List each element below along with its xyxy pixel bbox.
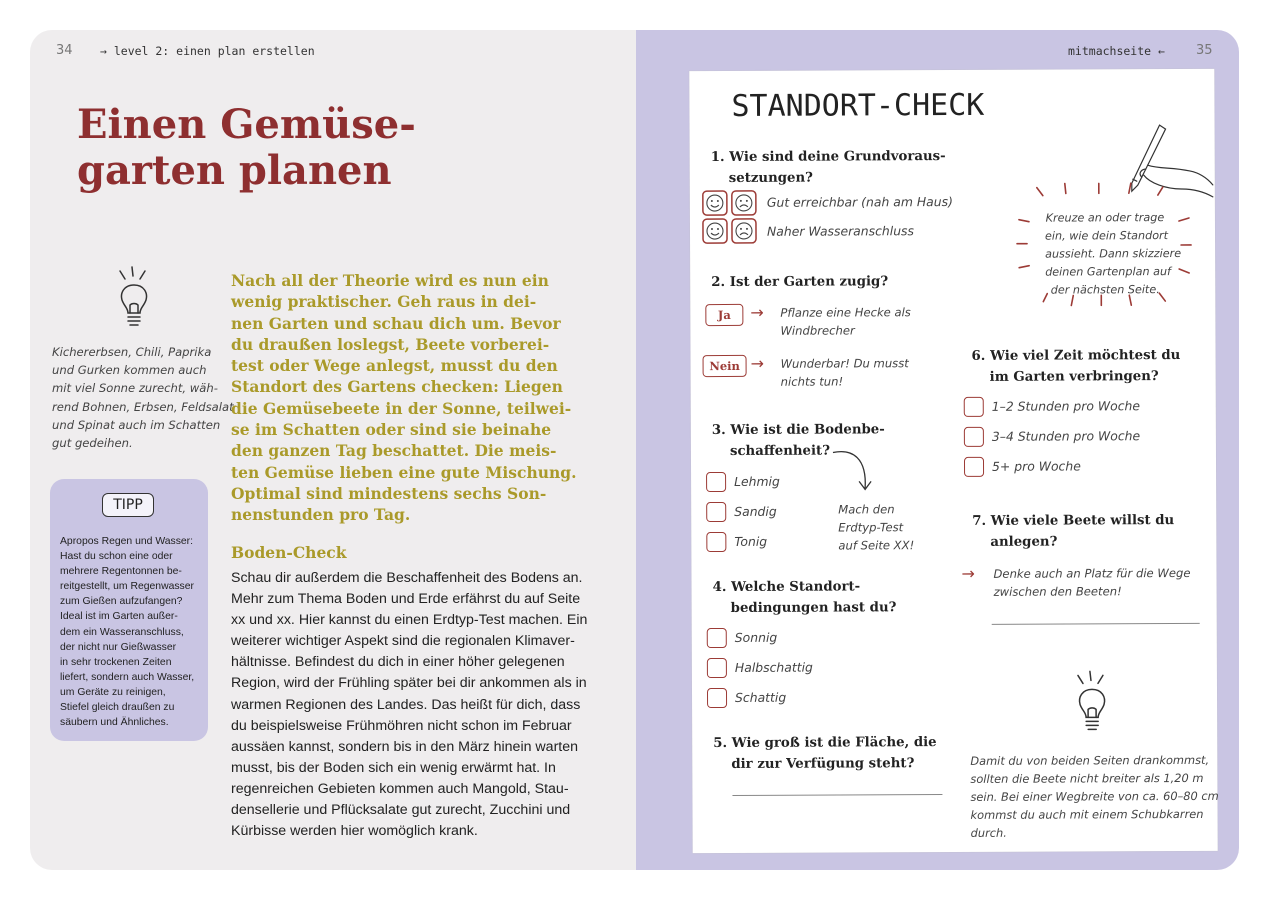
option-label: 3–4 Stunden pro Woche xyxy=(991,428,1141,444)
intro-line: test oder Wege anlegst, musst du den xyxy=(231,356,558,376)
question-1 xyxy=(711,146,946,189)
side-note-line: rend Bohnen, Erbsen, Feldsalat xyxy=(52,399,234,414)
checkbox[interactable] xyxy=(706,472,726,492)
tip-line: Ideal ist im Garten außer- xyxy=(60,611,178,623)
option-label: Schattig xyxy=(734,689,787,705)
option-label: Sonnig xyxy=(734,629,778,645)
page-number-right: 35 xyxy=(1196,43,1213,58)
hint-line: zwischen den Beeten! xyxy=(993,584,1122,599)
option-label: Halbschattig xyxy=(734,659,813,675)
question-6 xyxy=(971,345,1180,388)
tip-line: mehrere Regentonnen be- xyxy=(60,566,182,578)
instruction-line: deinen Gartenplan auf xyxy=(1045,265,1172,279)
arrow-icon: → xyxy=(750,302,764,322)
page-title xyxy=(77,102,497,194)
body-line: densellerie und Pflücksalate gut zurecht, Zucchini und xyxy=(231,802,571,819)
instruction-line: ein, wie dein Standort xyxy=(1044,229,1169,243)
intro-paragraph xyxy=(231,270,591,526)
intro-line: ten Gemüse lieben eine gute Mischung. xyxy=(231,462,577,482)
checkbox[interactable] xyxy=(706,532,726,552)
no-checkbox[interactable]: Nein xyxy=(703,355,747,377)
body-line: Schau dir außerdem die Beschaffenheit des Bodens an. xyxy=(231,570,583,586)
side-note-line: und Gurken kommen auch xyxy=(52,363,207,378)
hint-line: Erdtyp-Test xyxy=(838,520,904,535)
running-header-left: → level 2: einen plan erstellen xyxy=(100,44,315,58)
question-line: 5. Wie groß ist die Fläche, die xyxy=(713,735,937,752)
smiley-rating-icons[interactable] xyxy=(702,190,758,244)
option-label: Tonig xyxy=(734,533,768,549)
tip-box xyxy=(50,479,208,741)
intro-line: se im Schatten oder sind sie beinahe xyxy=(231,420,552,440)
option-label: Lehmig xyxy=(734,473,780,489)
intro-line: Optimal sind mindestens sechs Son- xyxy=(231,483,547,503)
body-line: regenreichen Gebieten kommen auch Mangold, Stau- xyxy=(231,780,569,797)
tip-line: Stiefel gleich draußen zu xyxy=(60,702,175,714)
question-2 xyxy=(711,271,888,293)
running-header-right: mitmachseite ← xyxy=(1068,44,1165,58)
body-line: warmen Regionen des Landes. Das heißt für dich, dass xyxy=(231,696,581,713)
body-line: Region, wird der Frühling später bei dir ankommen als in xyxy=(231,675,587,692)
side-note-line: und Spinat auch im Schatten xyxy=(52,417,221,432)
checkbox[interactable] xyxy=(707,628,727,648)
checkbox[interactable] xyxy=(964,397,984,417)
instruction-line: Kreuze an oder trage xyxy=(1045,211,1165,225)
body-line: weiterer wichtiger Aspekt sind die regionalen Klimaver- xyxy=(231,633,575,650)
title-line: Einen Gemüse- xyxy=(77,101,416,148)
tip-line: liefert, sondern auch Wasser, xyxy=(60,671,195,683)
intro-line: Nach all der Theorie wird es nun ein xyxy=(231,271,549,290)
option-label: Naher Wasseranschluss xyxy=(766,223,914,239)
bottom-note-line: sollten die Beete nicht breiter als 1,20 m xyxy=(970,770,1204,786)
question-7 xyxy=(972,510,1174,553)
intro-line: du draußen loslegst, Beete vorberei- xyxy=(231,334,550,354)
lightbulb-icon xyxy=(1070,669,1114,739)
tip-line: Apropos Regen und Wasser: xyxy=(60,536,194,547)
yes-checkbox[interactable]: Ja xyxy=(705,304,743,326)
bottom-note xyxy=(970,751,1219,842)
question-line: bedingungen hast du? xyxy=(730,600,897,616)
question-line: 4. Welche Standort- xyxy=(712,579,861,596)
tip-text xyxy=(60,534,194,730)
side-note-line: mit viel Sonne zurecht, wäh- xyxy=(52,381,218,396)
question-line: schaffenheit? xyxy=(729,443,831,459)
intro-line: den ganzen Tag beschattet. Die meis- xyxy=(231,441,557,461)
option-label: 5+ pro Woche xyxy=(991,458,1081,474)
checkbox[interactable] xyxy=(964,427,984,447)
checkbox[interactable] xyxy=(964,457,984,477)
answer-ja xyxy=(780,303,911,340)
question-line: 3. Wie ist die Bodenbe- xyxy=(711,422,885,439)
checkbox[interactable] xyxy=(706,502,726,522)
question-line: dir zur Verfügung steht? xyxy=(731,756,915,772)
page-number-left: 34 xyxy=(56,43,73,58)
section-heading: Boden-Check xyxy=(231,543,347,562)
hint-line: auf Seite XX! xyxy=(838,538,915,553)
body-paragraph xyxy=(231,568,591,842)
tip-line: um Geräte zu reinigen, xyxy=(60,686,166,698)
option-label: 1–2 Stunden pro Woche xyxy=(991,398,1141,414)
instruction-line: der nächsten Seite. xyxy=(1050,283,1160,297)
answer-line-field[interactable] xyxy=(992,623,1200,625)
answer-line: Pflanze eine Hecke als xyxy=(780,305,911,320)
bottom-note-line: kommst du auch mit einem Schubkarren xyxy=(970,806,1204,822)
tip-label: TIPP xyxy=(102,493,154,517)
body-line: du beispielsweise Frühmöhren nicht schon im Februar xyxy=(231,717,572,734)
arrow-icon: → xyxy=(961,563,975,583)
body-line: musst, bis der Boden sich ein wenig erwärmt hat. In xyxy=(231,759,556,776)
body-line: Kürbisse werden hier womöglich krank. xyxy=(231,823,478,840)
side-note xyxy=(52,343,234,452)
tip-line: reitgestellt, um Regenwasser xyxy=(60,581,194,593)
option-label: Gut erreichbar (nah am Haus) xyxy=(766,194,953,210)
left-page xyxy=(30,30,636,870)
question-line: 1. Wie sind deine Grundvoraus- xyxy=(710,149,946,166)
curved-arrow-icon xyxy=(831,448,877,494)
tip-line: der nicht nur Gießwasser xyxy=(60,641,177,653)
bottom-note-line: Damit du von beiden Seiten drankommst, xyxy=(970,752,1210,768)
erdtyp-hint xyxy=(838,500,914,554)
right-page xyxy=(636,30,1239,870)
intro-line: nen Garten und schau dich um. Bevor xyxy=(231,313,561,333)
instruction-note xyxy=(1044,209,1182,300)
question-line: anlegen? xyxy=(990,534,1058,550)
worksheet xyxy=(689,69,1217,853)
question-line: im Garten verbringen? xyxy=(989,369,1159,385)
body-line: aussäen kannst, sondern bis in den März hinein warten xyxy=(231,738,579,755)
option-label: Sandig xyxy=(734,503,777,519)
body-line: xx und xx. Hier kannst du einen Erdtyp-Test machen. Ein xyxy=(231,612,588,629)
checkbox[interactable] xyxy=(707,688,727,708)
instruction-line: aussieht. Dann skizziere xyxy=(1045,247,1182,261)
tip-line: Hast du schon eine oder xyxy=(60,551,173,563)
question-line: 6. Wie viel Zeit möchtest du xyxy=(971,348,1181,364)
bottom-note-line: sein. Bei einer Wegbreite von ca. 60–80 cm xyxy=(970,788,1219,804)
q7-hint xyxy=(993,564,1190,601)
answer-line: nichts tun! xyxy=(780,374,844,389)
tip-line: zum Gießen aufzufangen? xyxy=(60,596,183,608)
intro-line: wenig praktischer. Geh raus in dei- xyxy=(231,292,537,312)
question-5 xyxy=(713,732,937,775)
answer-line-field[interactable] xyxy=(732,794,942,796)
question-line: 2. Ist der Garten zugig? xyxy=(711,274,889,291)
worksheet-title: STANDORT-CHECK xyxy=(731,87,985,124)
intro-line: Standort des Gartens checken: Liegen xyxy=(231,377,563,397)
answer-line: Wunderbar! Du musst xyxy=(780,356,909,371)
question-line: 7. Wie viele Beete willst du xyxy=(972,513,1175,529)
body-line: Mehr zum Thema Boden und Erde erfährst du auf Seite xyxy=(231,591,581,608)
body-line: hältnisse. Befindest du dich in einer höher gelegenen xyxy=(231,654,565,671)
hint-line: Denke auch an Platz für die Wege xyxy=(993,565,1191,581)
question-line: setzungen? xyxy=(728,170,814,186)
question-4 xyxy=(713,576,897,619)
answer-line: Windbrecher xyxy=(780,323,855,338)
bottom-note-line: durch. xyxy=(970,825,1007,840)
side-note-line: Kichererbsen, Chili, Paprika xyxy=(52,345,212,359)
checkbox[interactable] xyxy=(707,658,727,678)
intro-line: die Gemüsebeete in der Sonne, teilwei- xyxy=(231,398,572,418)
hint-line: Mach den xyxy=(838,502,895,517)
intro-line: nenstunden pro Tag. xyxy=(231,505,411,525)
answer-nein xyxy=(781,354,909,391)
tip-line: dem ein Wasseranschluss, xyxy=(60,626,184,638)
arrow-icon: → xyxy=(750,353,765,373)
tip-line: in sehr trockenen Zeiten xyxy=(60,656,172,668)
tip-line: säubern und Ähnliches. xyxy=(60,717,169,729)
side-note-line: gut gedeihen. xyxy=(52,436,133,451)
lightbulb-icon xyxy=(112,265,156,335)
title-line: garten planen xyxy=(77,147,392,194)
